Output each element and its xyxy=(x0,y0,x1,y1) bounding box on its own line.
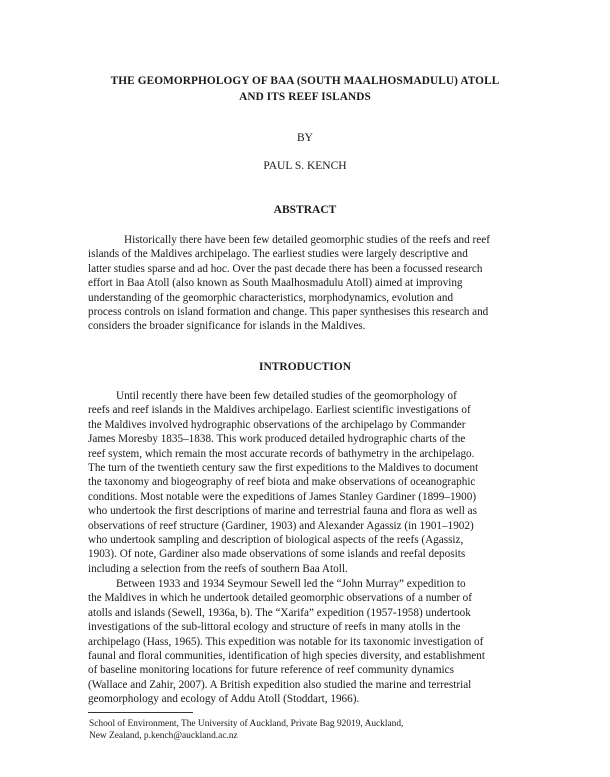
intro-paragraph-2 xyxy=(88,577,520,707)
text-line: Until recently there have been few detailed studies of the geomorphology of xyxy=(116,390,457,402)
abstract-body xyxy=(88,233,520,334)
author-name: PAUL S. KENCH xyxy=(263,160,347,172)
author-affiliation-footnote xyxy=(89,718,519,743)
text-line: investigations of the sub-littoral ecology and structure of reefs in many atolls in the xyxy=(88,621,461,634)
text-line: geomorphology and ecology of Addu Atoll (Stoddart, 1966). xyxy=(88,693,360,706)
byline-by: BY xyxy=(297,132,313,144)
text-line: the taxonomy and biogeography of reef biota and make observations of oceanographic xyxy=(88,476,476,489)
abstract-heading: ABSTRACT xyxy=(273,204,337,216)
title-line: AND ITS REEF ISLANDS xyxy=(239,91,371,103)
text-line: reefs and reef islands in the Maldives archipelago. Earliest scientific investigations of xyxy=(88,404,471,417)
text-line: Historically there have been few detailed geomorphic studies of the reefs and reef xyxy=(124,234,490,246)
text-line: process controls on island formation and change. This paper synthesises this research and xyxy=(88,306,489,319)
intro-paragraph-1 xyxy=(88,389,520,576)
text-line: considers the broader significance for islands in the Maldives. xyxy=(88,320,366,333)
paper-title xyxy=(60,73,550,105)
text-line: The turn of the twentieth century saw the first expeditions to the Maldives to document xyxy=(88,462,479,475)
text-line: who undertook sampling and description of biological aspects of the reefs (Agassiz, xyxy=(88,534,464,547)
footnote-line: School of Environment, The University of Auckland, Private Bag 92019, Auckland, xyxy=(89,719,404,729)
footnote-divider xyxy=(88,712,193,713)
text-line: atolls and islands (Sewell, 1936a, b). The “Xarifa” expedition (1957-1958) undertook xyxy=(88,606,471,619)
text-line: (Wallace and Zahir, 2007). A British expedition also studied the marine and terrestrial xyxy=(88,678,472,691)
text-line: conditions. Most notable were the expeditions of James Stanley Gardiner (1899–1900) xyxy=(88,490,477,503)
text-line: Between 1933 and 1934 Seymour Sewell led the “John Murray” expedition to xyxy=(116,578,466,590)
text-line: James Moresby 1835–1838. This work produced detailed hydrographic charts of the xyxy=(88,433,466,446)
text-line: understanding of the geomorphic characteristics, morphodynamics, evolution and xyxy=(88,291,454,304)
text-line: faunal and floral communities, identification of high species diversity, and establishment xyxy=(88,650,485,663)
title-line: THE GEOMORPHOLOGY OF BAA (SOUTH MAALHOSMADULU) ATOLL xyxy=(110,75,500,87)
introduction-heading: INTRODUCTION xyxy=(258,361,351,373)
text-line: observations of reef structure (Gardiner, 1903) and Alexander Agassiz (in 1901–1902) xyxy=(88,519,474,532)
text-line: the Maldives in which he undertook detailed geomorphic observations of a number of xyxy=(88,592,473,605)
text-line: effort in Baa Atoll (also known as South Maalhosmadulu Atoll) aimed at improving xyxy=(88,277,463,290)
footnote-line: New Zealand, p.kench@auckland.ac.nz xyxy=(89,731,238,742)
text-line: who undertook the first descriptions of marine and terrestrial fauna and flora as well as xyxy=(88,505,477,518)
text-line: including a selection from the reefs of southern Baa Atoll. xyxy=(88,562,348,575)
text-line: of baseline monitoring locations for future reference of reef community dynamics xyxy=(88,664,454,677)
text-line: the Maldives involved hydrographic observations of the archipelago by Commander xyxy=(88,418,466,431)
text-line: 1903). Of note, Gardiner also made observations of some islands and reefal deposits xyxy=(88,548,466,561)
text-line: latter studies sparse and ad hoc. Over the past decade there has been a focussed research xyxy=(88,262,483,275)
text-line: reef system, which remain the most accurate records of bathymetry in the archipelago. xyxy=(88,447,475,460)
text-line: archipelago (Hass, 1965). This expedition was notable for its taxonomic investigation of xyxy=(88,635,484,648)
text-line: islands of the Maldives archipelago. The earliest studies were largely descriptive and xyxy=(88,248,468,261)
